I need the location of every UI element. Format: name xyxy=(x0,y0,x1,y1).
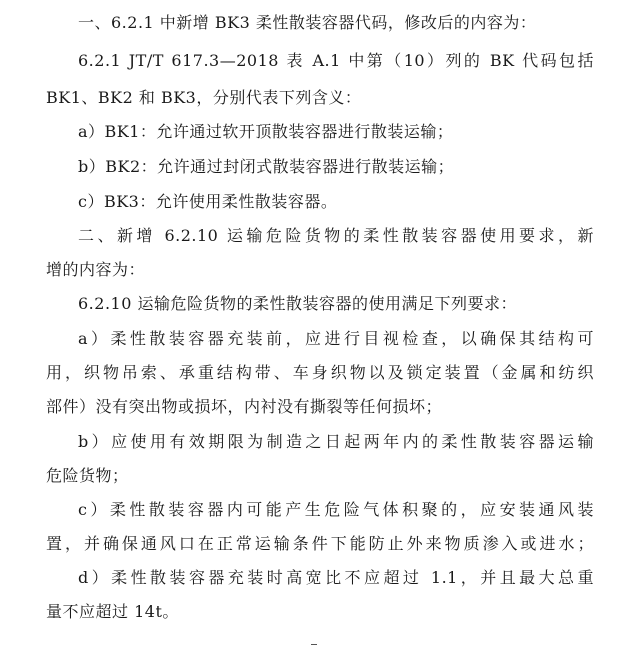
clause-two-heading-line-1: 二、新增 6.2.10 运输危险货物的柔性散装容器使用要求，新 xyxy=(78,226,594,245)
clause-6-2-1-line-1: 6.2.1 JT/T 617.3—2018 表 A.1 中第（10）列的 BK 代码包括 xyxy=(78,51,594,70)
requirement-a-line-1: a）柔性散装容器充装前，应进行目视检查，以确保其结构可 xyxy=(78,329,594,348)
requirement-c-line-1: c）柔性散装容器内可能产生危险气体积聚的，应安装通风装 xyxy=(78,500,594,519)
requirement-d-line-2: 量不应超过 14t。 xyxy=(46,602,179,621)
requirement-c-line-2: 置，并确保通风口在正常运输条件下能防止外来物质渗入或进水； xyxy=(46,534,594,553)
requirement-a-line-3: 部件）没有突出物或损坏，内衬没有撕裂等任何损坏； xyxy=(46,397,443,416)
clause-6-2-1-line-2: BK1、BK2 和 BK3，分别代表下列含义： xyxy=(46,88,362,107)
item-bk3: c）BK3：允许使用柔性散装容器。 xyxy=(78,192,338,211)
requirement-a-line-2: 用，织物吊索、承重结构带、车身织物以及锁定装置（金属和纺织 xyxy=(46,363,594,382)
clause-6-2-10-intro: 6.2.10 运输危险货物的柔性散装容器的使用满足下列要求： xyxy=(78,294,517,313)
requirement-b-line-2: 危险货物； xyxy=(46,466,129,485)
item-bk1: a）BK1：允许通过软开顶散装容器进行散装运输； xyxy=(78,122,454,141)
clause-two-heading-line-2: 增的内容为： xyxy=(46,260,146,279)
requirement-d-line-1: d）柔性散装容器充装时高宽比不应超过 1.1，并且最大总重 xyxy=(78,568,594,587)
page-mark xyxy=(311,644,317,648)
requirement-b-line-1: b）应使用有效期限为制造之日起两年内的柔性散装容器运输 xyxy=(78,432,594,451)
clause-one-heading: 一、6.2.1 中新增 BK3 柔性散装容器代码，修改后的内容为： xyxy=(78,13,537,32)
item-bk2: b）BK2：允许通过封闭式散装容器进行散装运输； xyxy=(78,157,455,176)
